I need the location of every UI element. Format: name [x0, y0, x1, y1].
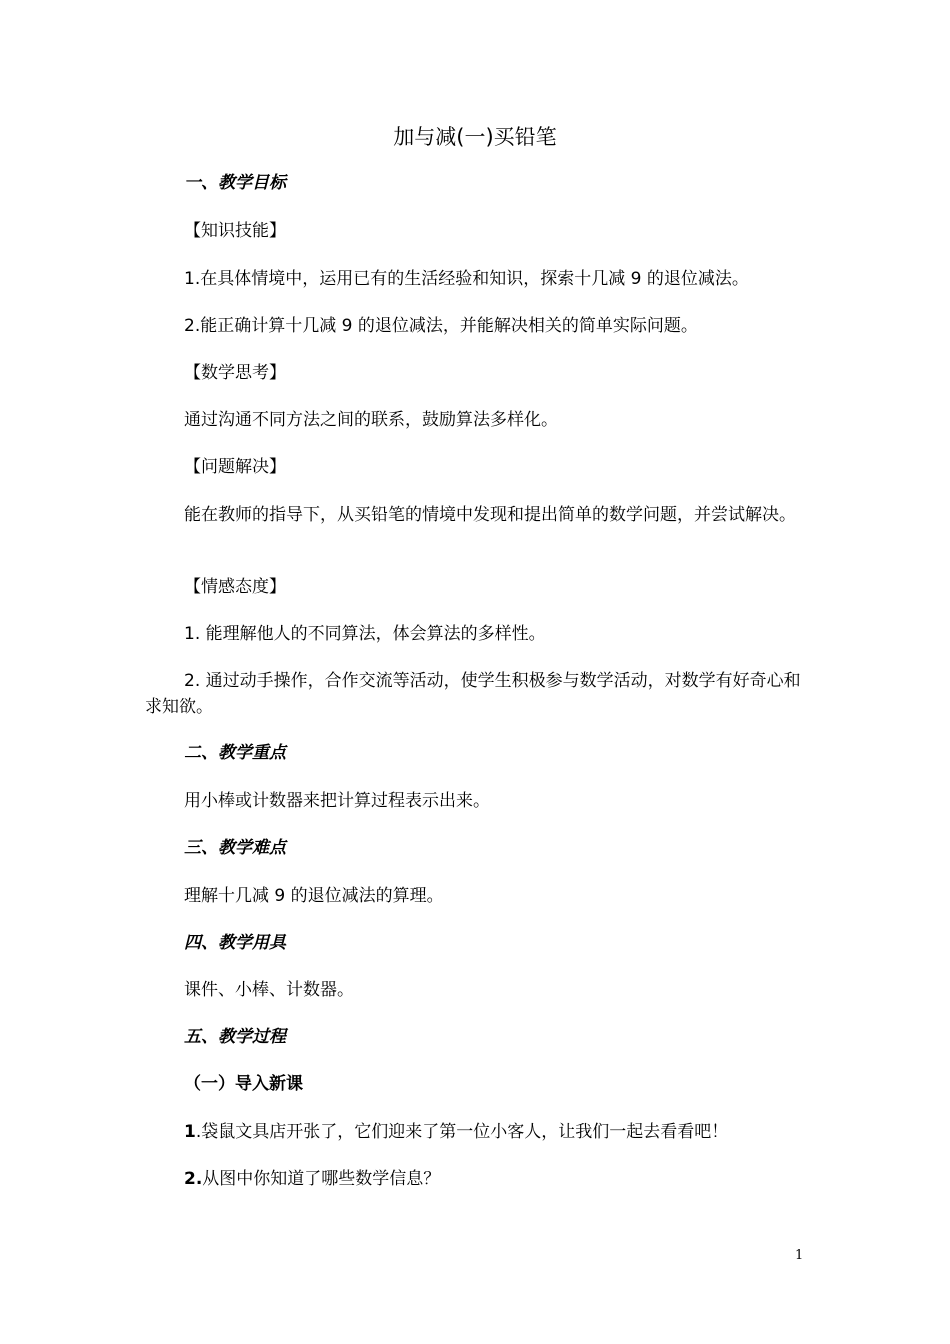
page-number: 1 [795, 1248, 804, 1263]
section-heading-difficulties: 三、教学难点 [184, 838, 286, 858]
knowledge-item-1: 1.在具体情境中，运用已有的生活经验和知识，探索十几减 9 的退位减法。 [184, 269, 749, 289]
difficulties-text: 理解十几减 9 的退位减法的算理。 [184, 886, 444, 906]
emotion-item-1: 1. 能理解他人的不同算法，体会算法的多样性。 [184, 624, 546, 644]
math-thinking-text: 通过沟通不同方法之间的联系，鼓励算法多样化。 [184, 410, 558, 430]
process-item-1 [184, 1120, 728, 1144]
tools-text: 课件、小棒、计数器。 [184, 980, 354, 1000]
knowledge-item-2: 2.能正确计算十几减 9 的退位减法，并能解决相关的简单实际问题。 [184, 316, 698, 336]
section-heading-tools: 四、教学用具 [184, 933, 286, 953]
subheading-introduction: （一）导入新课 [184, 1074, 303, 1094]
document-title: 加与减(一)买铅笔 [393, 125, 557, 149]
process-item-1-text: .袋鼠文具店开张了，它们迎来了第一位小客人，让我们一起去看看吧！ [195, 1122, 729, 1142]
process-item-2 [184, 1167, 440, 1191]
subsection-label-emotion: 【情感态度】 [184, 577, 286, 597]
subsection-label-math-thinking: 【数学思考】 [184, 363, 286, 383]
key-points-text: 用小棒或计数器来把计算过程表示出来。 [184, 791, 490, 811]
emotion-item-2: 2. 通过动手操作，合作交流等活动，使学生积极参与数学活动，对数学有好奇心和求知欲。 [145, 671, 801, 717]
process-item-2-number: 2. [184, 1169, 203, 1189]
subsection-label-knowledge: 【知识技能】 [184, 221, 286, 241]
problem-solving-text: 能在教师的指导下，从买铅笔的情境中发现和提出简单的数学问题，并尝试解决。 [184, 505, 796, 525]
process-item-2-text: 从图中你知道了哪些数学信息？ [202, 1169, 441, 1189]
process-item-1-number: 1 [184, 1122, 196, 1142]
subsection-label-problem-solving: 【问题解决】 [184, 457, 286, 477]
section-heading-process: 五、教学过程 [184, 1027, 286, 1047]
section-heading-objectives: 一、教学目标 [184, 173, 286, 193]
section-heading-key-points: 二、教学重点 [184, 743, 286, 763]
